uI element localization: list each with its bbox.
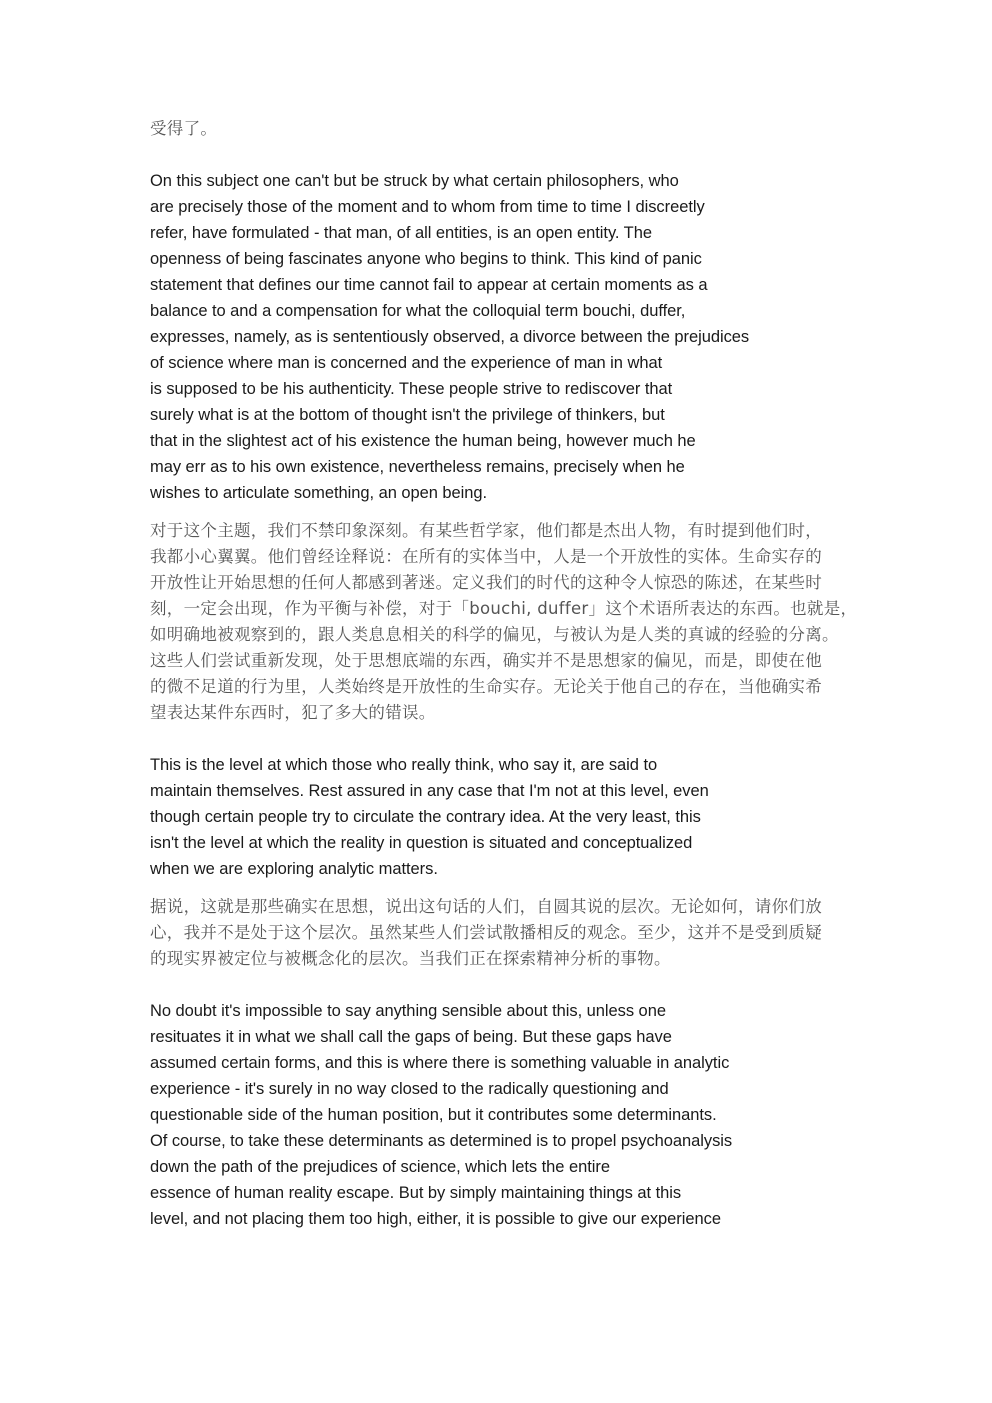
- text-line: down the path of the prejudices of science, which lets the entire: [150, 1158, 610, 1176]
- text-line: statement that defines our time cannot fail to appear at certain moments as a: [150, 276, 708, 294]
- text-line: 受得了。: [150, 119, 218, 138]
- english-paragraph-level: [150, 752, 850, 882]
- text-line: This is the level at which those who really think, who say it, are said to: [150, 756, 658, 774]
- text-line: isn't the level at which the reality in question is situated and conceptualized: [150, 834, 693, 852]
- text-line: maintain themselves. Rest assured in any case that I'm not at this level, even: [150, 782, 709, 800]
- text-line: though certain people try to circulate the contrary idea. At the very least, this: [150, 808, 701, 826]
- text-line: 刻，一定会出现，作为平衡与补偿，对于「bouchi, duffer」这个术语所表达的东西。也就是，: [150, 599, 858, 618]
- english-paragraph-open-being: [150, 168, 850, 506]
- text-line: 的微不足道的行为里，人类始终是开放性的生命实存。无论关于他自己的存在，当他确实希: [150, 677, 822, 696]
- text-line: expresses, namely, as is sententiously observed, a divorce between the prejudices: [150, 328, 750, 346]
- text-line: 据说，这就是那些确实在思想，说出这句话的人们，自圆其说的层次。无论如何，请你们放: [150, 897, 822, 916]
- text-line: 开放性让开始思想的任何人都感到著迷。定义我们的时代的这种令人惊恐的陈述，在某些时: [150, 573, 822, 592]
- text-line: 的现实界被定位与被概念化的层次。当我们正在探索精神分析的事物。: [150, 949, 671, 968]
- text-line: experience - it's surely in no way closed to the radically questioning and: [150, 1080, 669, 1098]
- text-line: On this subject one can't but be struck by what certain philosophers, who: [150, 172, 679, 190]
- text-line: when we are exploring analytic matters.: [150, 860, 438, 878]
- text-line: wishes to articulate something, an open being.: [150, 484, 488, 502]
- chinese-paragraph-fragment: [150, 116, 850, 142]
- text-line: 心，我并不是处于这个层次。虽然某些人们尝试散播相反的观念。至少，这并不是受到质疑: [150, 923, 822, 942]
- text-line: 对于这个主题，我们不禁印象深刻。有某些哲学家，他们都是杰出人物，有时提到他们时，: [150, 521, 822, 540]
- text-line: level, and not placing them too high, either, it is possible to give our experience: [150, 1210, 721, 1228]
- chinese-paragraph-open-being: [150, 518, 858, 726]
- text-line: assumed certain forms, and this is where there is something valuable in analytic: [150, 1054, 730, 1072]
- text-line: 如明确地被观察到的，跟人类息息相关的科学的偏见，与被认为是人类的真诚的经验的分离。: [150, 625, 839, 644]
- document-page: [150, 116, 858, 1232]
- text-line: of science where man is concerned and the experience of man in what: [150, 354, 663, 372]
- text-line: may err as to his own existence, nevertheless remains, precisely when he: [150, 458, 685, 476]
- text-line: refer, have formulated - that man, of all entities, is an open entity. The: [150, 224, 652, 242]
- text-line: openness of being fascinates anyone who begins to think. This kind of panic: [150, 250, 702, 268]
- text-line: resituates it in what we shall call the gaps of being. But these gaps have: [150, 1028, 672, 1046]
- text-line: is supposed to be his authenticity. These people strive to rediscover that: [150, 380, 673, 398]
- text-line: are precisely those of the moment and to whom from time to time I discreetly: [150, 198, 705, 216]
- text-line: Of course, to take these determinants as determined is to propel psychoanalysis: [150, 1132, 733, 1150]
- text-line: essence of human reality escape. But by simply maintaining things at this: [150, 1184, 682, 1202]
- text-line: that in the slightest act of his existence the human being, however much he: [150, 432, 696, 450]
- text-line: surely what is at the bottom of thought isn't the privilege of thinkers, but: [150, 406, 665, 424]
- chinese-paragraph-level: [150, 894, 850, 972]
- text-line: 我都小心翼翼。他们曾经诠释说：在所有的实体当中，人是一个开放性的实体。生命实存的: [150, 547, 822, 566]
- text-line: balance to and a compensation for what the colloquial term bouchi, duffer,: [150, 302, 686, 320]
- text-line: No doubt it's impossible to say anything sensible about this, unless one: [150, 1002, 666, 1020]
- text-line: 这些人们尝试重新发现，处于思想底端的东西，确实并不是思想家的偏见，而是，即使在他: [150, 651, 822, 670]
- text-line: questionable side of the human position, but it contributes some determinants.: [150, 1106, 717, 1124]
- english-paragraph-gaps-of-being: [150, 998, 850, 1232]
- text-line: 望表达某件东西时，犯了多大的错误。: [150, 703, 436, 722]
